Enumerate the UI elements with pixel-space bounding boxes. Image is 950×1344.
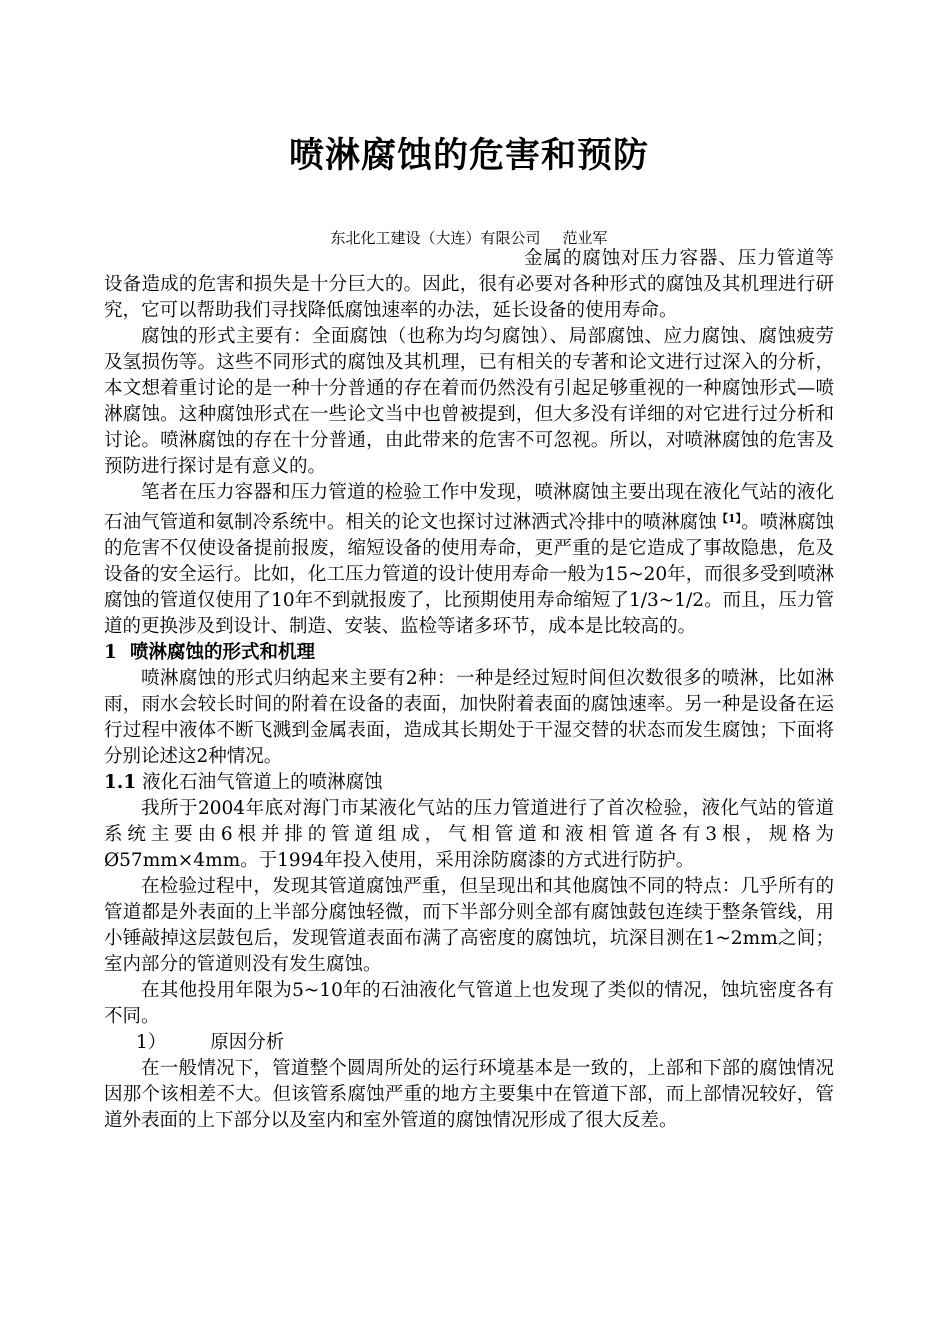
section-heading-1-1 [104,770,834,796]
list-item-cause-analysis [104,1030,834,1056]
paragraph-corrosion-forms: 腐蚀的形式主要有：全面腐蚀（也称为均匀腐蚀）、局部腐蚀、应力腐蚀、腐蚀疲劳及氢损伤等。这些不同形式的腐蚀及其机理，已有相关的专著和论文进行过深入的分析，本文想着重讨论的是一种十分普通的存在着而仍然没有引起足够重视的一种腐蚀形式—喷淋腐蚀。这种腐蚀形式在一些论文当中也曾被提到，但大多没有详细的对它进行过分析和讨论。喷淋腐蚀的存在十分普通，由此带来的危害不可忽视。所以，对喷淋腐蚀的危害及预防进行探讨是有意义的。 [104,326,834,477]
paragraph-observations-part2: 。喷淋腐蚀的危害不仅使设备提前报废，缩短设备的使用寿命，更严重的是它造成了事故隐患，危及设备的安全运行。比如，化工压力管道的设计使用寿命一般为15~20年，而很多受到喷淋腐蚀的管道仅使用了10年不到就报废了，比预期使用寿命缩短了1/3~1/2。而且，压力管道的更换涉及到设计、制造、安装、监检等诸多环节，成本是比较高的。 [104,512,834,637]
paragraph-similar-cases: 在其他投用年限为5~10年的石油液化气管道上也发现了类似的情况，蚀坑密度各有不同。 [104,980,834,1027]
citation-reference: 【1】 [716,512,742,525]
author-name: 范业军 [562,229,608,247]
section-number: 1 [104,642,117,663]
subsection-number: 1.1 [104,772,137,793]
paragraph-inspection: 我所于2004年底对海门市某液化气站的压力管道进行了首次检验，液化气站的管道系统主要由6根并排的管道组成，气相管道和液相管道各有3根，规格为Ø57mm×4mm。于1994年投入使用，采用涂防腐漆的方式进行防护。 [104,798,834,871]
section-heading-1 [104,640,834,666]
subsection-title: 液化石油气管道上的喷淋腐蚀 [142,772,383,793]
paragraph-observations [104,480,834,640]
list-item-label: 原因分析 [210,1032,285,1053]
section-title: 喷淋腐蚀的形式和机理 [130,642,316,663]
author-line [104,227,834,248]
document-body [104,246,834,1134]
paragraph-observations-part1: 笔者在压力容器和压力管道的检验工作中发现，喷淋腐蚀主要出现在液化气站的液化石油气管道和氨制冷系统中。相关的论文也探讨过淋洒式冷排中的喷淋腐蚀 [104,482,834,533]
author-organization: 东北化工建设（大连）有限公司 [330,229,541,247]
paragraph-spray-forms: 喷淋腐蚀的形式归纳起来主要有2种：一种是经过短时间但次数很多的喷淋，比如淋雨，雨水会较长时间的附着在设备的表面，加快附着表面的腐蚀速率。另一种是设备在运行过程中液体不断飞溅到金属表面，造成其长期处于干湿交替的状态而发生腐蚀；下面将分别论述这2种情况。 [104,668,834,767]
document-title: 喷淋腐蚀的危害和预防 [288,135,649,176]
paragraph-cause-analysis: 在一般情况下，管道整个圆周所处的运行环境基本是一致的，上部和下部的腐蚀情况因那个该相差不大。但该管系腐蚀严重的地方主要集中在管道下部，而上部情况较好，管道外表面的上下部分以及室内和室外管道的腐蚀情况形成了很大反差。 [104,1058,834,1131]
paragraph-intro: 金属的腐蚀对压力容器、压力管道等设备造成的危害和损失是十分巨大的。因此，很有必要对各种形式的腐蚀及其机理进行研究，它可以帮助我们寻找降低腐蚀速率的办法，延长设备的使用寿命。 [104,248,834,321]
paragraph-findings: 在检验过程中，发现其管道腐蚀严重，但呈现出和其他腐蚀不同的特点：几乎所有的管道都是外表面的上半部分腐蚀轻微，而下半部分则全部有腐蚀鼓包连续于整条管线，用小锤敲掉这层鼓包后，发现管道表面布满了高密度的腐蚀坑，坑深目测在1~2mm之间；室内部分的管道则没有发生腐蚀。 [104,876,834,975]
list-item-number: 1） [136,1032,167,1053]
